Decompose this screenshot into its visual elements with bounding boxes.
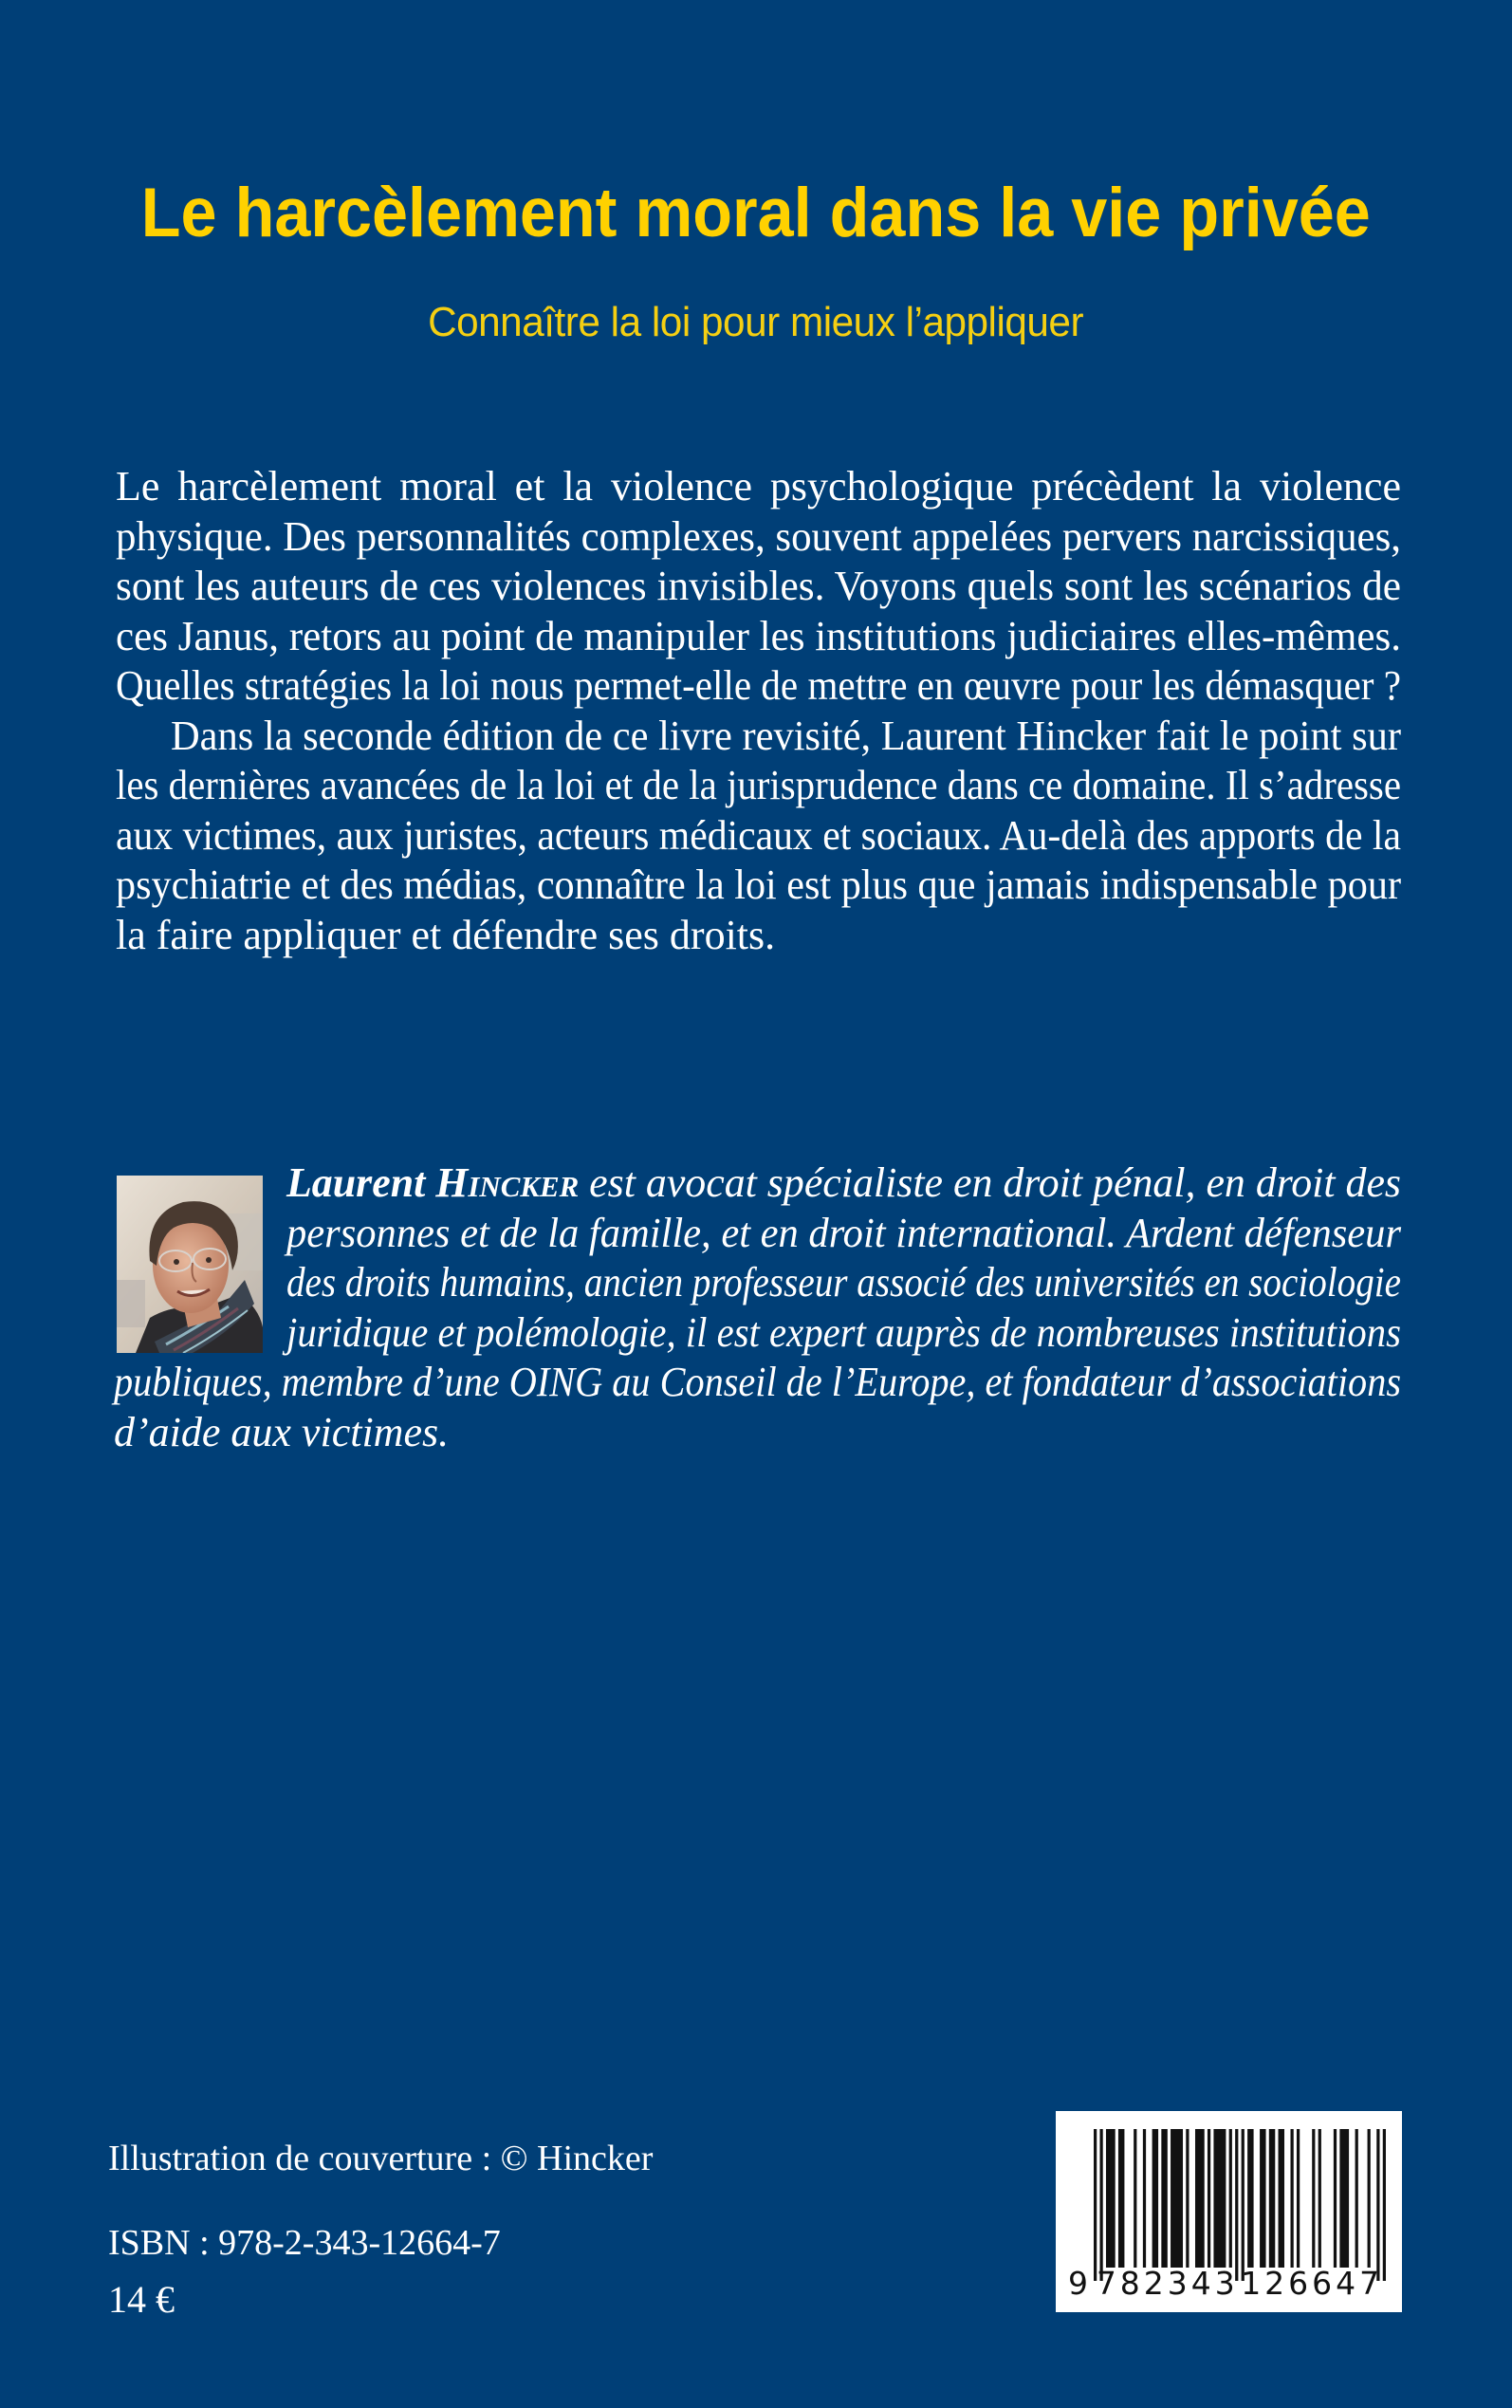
blurb-line-text — [116, 911, 775, 961]
blurb-line — [116, 612, 1401, 662]
barcode-bar — [1368, 2129, 1371, 2268]
blurb-line-text — [116, 811, 1401, 861]
bio-text-run: est avocat spécialiste en droit pénal, en droit des — [579, 1159, 1401, 1206]
barcode-bar — [1161, 2129, 1167, 2268]
bio-line-text — [286, 1158, 1401, 1209]
barcode-bar — [1312, 2129, 1315, 2268]
barcode-bar — [1383, 2129, 1386, 2281]
barcode-bar — [1208, 2129, 1210, 2268]
book-title — [0, 176, 1512, 251]
bio-line-text: personnes et de la famille, et en droit international. Ardent défenseur — [286, 1209, 1401, 1256]
barcode-bar — [1339, 2129, 1349, 2268]
barcode-bar — [1134, 2129, 1136, 2268]
blurb-line — [116, 861, 1401, 911]
barcode-bar — [1355, 2129, 1358, 2268]
barcode-bar — [1260, 2129, 1265, 2268]
author-last-name: Hincker — [435, 1159, 580, 1206]
bio-line — [114, 1358, 1401, 1408]
blurb-line-text: Le harcèlement moral et la violence psychologique précèdent la violence — [116, 463, 1401, 509]
blurb-line — [116, 811, 1401, 861]
barcode-bar — [1290, 2129, 1293, 2268]
blurb-line-text — [116, 612, 1401, 662]
bio-line — [114, 1258, 1401, 1308]
blurb-line-text: la faire appliquer et défendre ses droits. — [116, 911, 776, 958]
book-subtitle — [0, 299, 1512, 346]
barcode-bar — [1318, 2129, 1321, 2268]
blurb-line — [116, 562, 1401, 612]
blurb-line-text: psychiatrie et des médias, connaître la loi est plus que jamais indispensable pour — [116, 861, 1401, 908]
blurb-line-text: Dans la seconde édition de ce livre revisité, Laurent Hincker fait le point sur — [171, 712, 1401, 759]
blurb-line-text — [116, 861, 1401, 911]
barcode-digits: 782343 — [1096, 2265, 1239, 2302]
blurb-line-text: ces Janus, retors au point de manipuler les institutions judiciaires elles-mêmes. — [116, 612, 1401, 659]
author-first-name: Laurent — [286, 1159, 426, 1206]
bio-line-text — [114, 1408, 449, 1458]
barcode-bar — [1213, 2129, 1226, 2268]
barcode-bar — [1171, 2129, 1183, 2268]
barcode-bar — [1247, 2129, 1253, 2268]
blurb-line-text: les dernières avancées de la loi et de la jurisprudence dans ce domaine. Il s’adresse — [116, 762, 1401, 808]
book-title-text: Le harcèlement moral dans la vie privée — [140, 175, 1371, 251]
barcode-bar — [1099, 2129, 1102, 2281]
blurb-line-text: physique. Des personnalités complexes, souvent appelées pervers narcissiques, — [116, 512, 1401, 560]
barcode-bar — [1297, 2129, 1300, 2268]
barcode-bar — [1106, 2129, 1116, 2268]
bio-line — [114, 1408, 1401, 1458]
blurb-line — [116, 661, 1401, 712]
bio-line-text: publiques, membre d’une OING au Conseil de l’Europe, et fondateur d’associations — [114, 1359, 1401, 1406]
barcode-digits: 126647 — [1241, 2265, 1384, 2302]
bio-line-text — [114, 1358, 1401, 1408]
barcode-bar — [1269, 2129, 1275, 2268]
barcode-bar — [1279, 2129, 1284, 2268]
barcode-bar — [1242, 2129, 1245, 2281]
barcode-digits: 9 — [1068, 2265, 1088, 2302]
barcode-bar — [1376, 2129, 1379, 2281]
bio-line-text — [286, 1258, 1401, 1308]
barcode-bar — [1143, 2129, 1146, 2268]
blurb-line — [116, 462, 1401, 512]
blurb-line-text — [116, 512, 1401, 563]
barcode-bar — [1229, 2129, 1232, 2268]
bio-line — [114, 1308, 1401, 1359]
barcode-bar — [1118, 2129, 1124, 2268]
blurb-line — [116, 911, 1401, 961]
bio-line-text — [286, 1209, 1401, 1259]
bio-line-text: juridique et polémologie, il est expert auprès de nombreuses institutions — [286, 1308, 1401, 1356]
barcode-bar — [1235, 2129, 1238, 2281]
bio-line — [114, 1158, 1401, 1209]
blurb-line-text — [116, 562, 1401, 612]
isbn-barcode — [1056, 2111, 1402, 2312]
isbn-number: ISBN : 978-2-343-12664-7 — [108, 2223, 501, 2263]
price-label: 14 € — [108, 2278, 175, 2321]
barcode-bar — [1334, 2129, 1337, 2268]
space — [425, 1159, 435, 1206]
barcode-graphic — [1056, 2111, 1402, 2312]
bio-line — [114, 1209, 1401, 1259]
blurb-line-text: aux victimes, aux juristes, acteurs médicaux et sociaux. Au-delà des apports de la — [116, 811, 1401, 859]
blurb-line-text: Quelles stratégies la loi nous permet-elle de mettre en œuvre pour les démasquer ? — [116, 662, 1401, 709]
bio-line-text: d’aide aux victimes. — [114, 1408, 450, 1455]
blurb-line — [116, 761, 1401, 811]
blurb-line — [116, 512, 1401, 563]
blurb-line-text: sont les auteurs de ces violences invisibles. Voyons quels sont les scénarios de — [116, 563, 1401, 609]
barcode-bar — [1186, 2129, 1189, 2268]
blurb-line-text — [116, 661, 1401, 712]
barcode-bar — [1195, 2129, 1205, 2268]
cover-illustration-credit: Illustration de couverture : © Hincker — [108, 2139, 654, 2178]
blurb-line — [116, 712, 1401, 762]
blurb-line-text — [171, 712, 1401, 762]
blurb-line-text — [116, 462, 1401, 512]
back-cover-blurb — [116, 462, 1401, 960]
book-subtitle-text: Connaître la loi pour mieux l’appliquer — [428, 299, 1084, 345]
bio-line-text: des droits humains, ancien professeur associé des universités en sociologie — [286, 1259, 1401, 1306]
barcode-bar — [1152, 2129, 1158, 2268]
barcode-bar — [1094, 2129, 1097, 2281]
author-biography — [114, 1158, 1401, 1458]
blurb-line-text — [116, 761, 1401, 811]
bio-line-text — [286, 1308, 1401, 1359]
